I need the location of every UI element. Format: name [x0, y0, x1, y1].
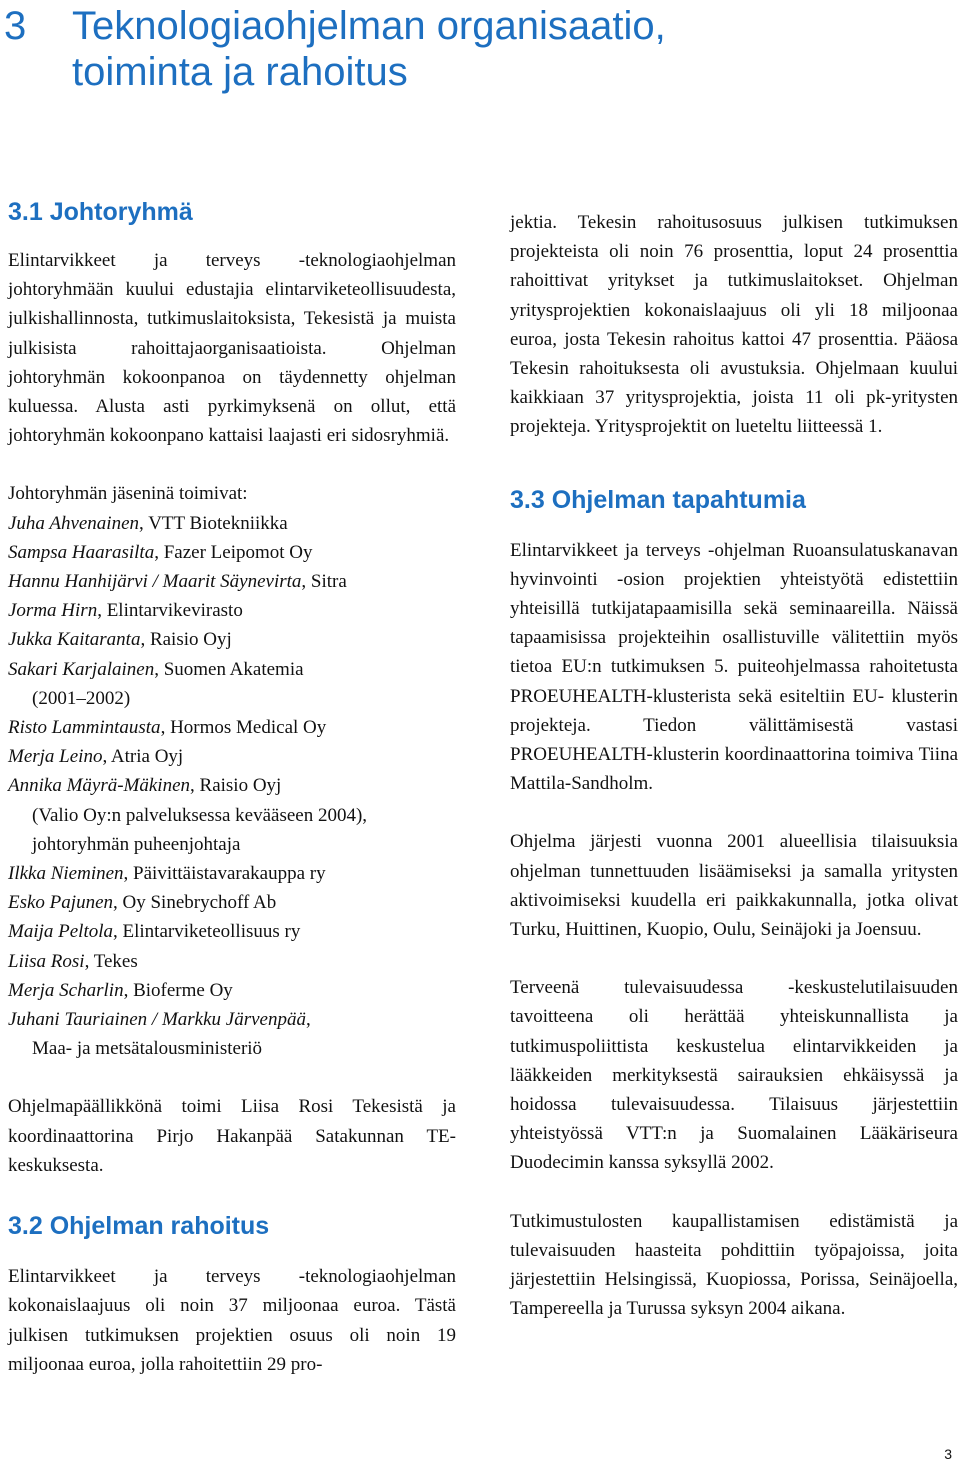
section-3-3-paragraph: Ohjelma järjesti vuonna 2001 alueellisia tilaisuuksia ohjelman tunnettuuden lisäämiseksi ja samalla yritysten aktivoimiseksi kuudella eri paikkakunnalla, jotka olivat Turku, Huittinen, Kuopio, Oulu, Seinäjoki ja Joensuu. [510, 831, 958, 941]
member-item: Hannu Hanhijärvi / Maarit Säynevirta, Sitra [8, 571, 347, 593]
member-item: Annika Mäyrä-Mäkinen, Raisio Oyj [8, 775, 282, 797]
section-3-2-paragraph-start: Elintarvikkeet ja terveys -teknologiaohjelman kokonaislaajuus oli noin 37 miljoonaa euroa. Tästä julkisen tutkimuksen projektien osuus oli noin 19 miljoonaa euroa, jolla rahoitettiin 29 pro- [8, 1266, 456, 1375]
member-note: Maa- ja metsätalousministeriö [32, 1038, 263, 1060]
member-item: Liisa Rosi, Tekes [8, 950, 138, 972]
chapter-title-line2: toiminta ja rahoitus [72, 50, 408, 94]
chapter-number: 3 [4, 4, 27, 48]
section-3-3-paragraph: Elintarvikkeet ja terveys -ohjelman Ruoansulatuskanavan hyvinvointi -osion projektien yhteistyötä edistettiin yhteisillä tutkijatapaamisilla sekä seminaareilla. Näissä tapaamisissa projekteihin osallistuville välitettiin myös tietoa EU:n tutkimuksen 5. puiteohjelmassa rahoitetusta PROEUHEALTH-klusterista sekä esiteltiin EU- klusterin projekteja. Tiedon välittämisestä vastasi PROEUHEALTH-klusterin koordinaattorina toimiva Tiina Mattila-Sandholm. [510, 539, 958, 795]
member-item: Esko Pajunen, Oy Sinebrychoff Ab [8, 892, 277, 914]
section-3-3-paragraph: Terveenä tulevaisuudessa -keskustelutilaisuuden tavoitteena oli herättää yhteiskunnallista ja tutkimuspoliittista keskustelua elintarvikkeiden ja lääkkeiden merkityksestä sairauksien ehkäisyssä ja hoidossa tulevaisuudessa. Tilaisuus järjestettiin yhteistyössä VTT:n ja Suomalainen Lääkäriseura Duodecimin kanssa syksyllä 2002. [510, 977, 958, 1174]
member-item: Merja Leino, Atria Oyj [8, 746, 184, 768]
member-note: (Valio Oy:n palveluksessa kevääseen 2004), [32, 804, 368, 826]
member-item: Ilkka Nieminen, Päivittäistavarakauppa ry [8, 863, 326, 885]
member-item: Risto Lammintausta, Hormos Medical Oy [8, 717, 327, 739]
section-heading-3-1: 3.1 Johtoryhmä [8, 198, 193, 226]
coordinator-paragraph: Ohjelmapäällikkönä toimi Liisa Rosi Tekesistä ja koordinaattorina Pirjo Hakanpää Satakunnan TE-keskuksesta. [8, 1096, 456, 1176]
left-column [8, 196, 456, 1379]
section-heading-3-3: 3.3 Ohjelman tapahtumia [510, 485, 806, 514]
member-note: (2001–2002) [32, 687, 131, 709]
member-item: Maija Peltola, Elintarviketeollisuus ry [8, 921, 301, 943]
section-3-3-paragraph: Tutkimustulosten kaupallistamisen edistämistä ja tulevaisuuden haasteita pohdittiin työpajoissa, joita järjestettiin Helsingissä, Kuopiossa, Porissa, Seinäjoella, Tampereella ja Turussa syksyn 2004 aikana. [510, 1210, 958, 1320]
member-list [8, 509, 456, 1064]
member-item: Sakari Karjalainen, Suomen Akatemia [8, 658, 304, 680]
page-number: 3 [944, 1446, 952, 1462]
section-3-2-paragraph-continued: jektia. Tekesin rahoitusosuus julkisen tutkimuksen projekteista oli noin 76 prosenttia, loput 24 prosenttia rahoittivat yritykset ja tutkimuslaitokset. Ohjelman yritysprojektien kokonaislaajuus oli yli 18 miljoonaa euroa, josta Tekesin rahoitus kattoi 47 prosenttia. Pääosa Tekesin rahoituksesta oli avustuksia. Ohjelmaan kuului kaikkiaan 37 yritysprojektia, joista 11 oli pk-yritysten projekteja. Yritysprojektit on lueteltu liitteessä 1. [510, 212, 958, 438]
member-item: Merja Scharlin, Bioferme Oy [8, 979, 233, 1001]
member-item: Sampsa Haarasilta, Fazer Leipomot Oy [8, 541, 313, 563]
section-3-1-paragraph: Elintarvikkeet ja terveys -teknologiaohjelman johtoryhmään kuului edustajia elintarviketeollisuudesta, julkishallinnosta, tutkimuslaitoksista, Tekesistä ja muista julkisista rahoittajaorganisaatioista. Ohjelman johtoryhmän kokoonpanoa on täydennetty ohjelman kuluessa. Alusta asti pyrkimyksenä on ollut, että johtoryhmän kokoonpano kattaisi laajasti eri sidosryhmiä. [8, 250, 456, 447]
section-heading-3-2: 3.2 Ohjelman rahoitus [8, 1212, 270, 1241]
chapter-title-line1: Teknologiaohjelman organisaatio, [72, 4, 666, 48]
member-item: Jorma Hirn, Elintarvikevirasto [8, 600, 243, 622]
member-note: johtoryhmän puheenjohtaja [32, 833, 241, 855]
member-item: Juhani Tauriainen / Markku Järvenpää, [8, 1009, 311, 1031]
right-column [510, 208, 958, 1324]
member-item: Juha Ahvenainen, VTT Biotekniikka [8, 512, 288, 534]
members-intro: Johtoryhmän jäseninä toimivat: [8, 483, 248, 505]
member-item: Jukka Kaitaranta, Raisio Oyj [8, 629, 232, 651]
